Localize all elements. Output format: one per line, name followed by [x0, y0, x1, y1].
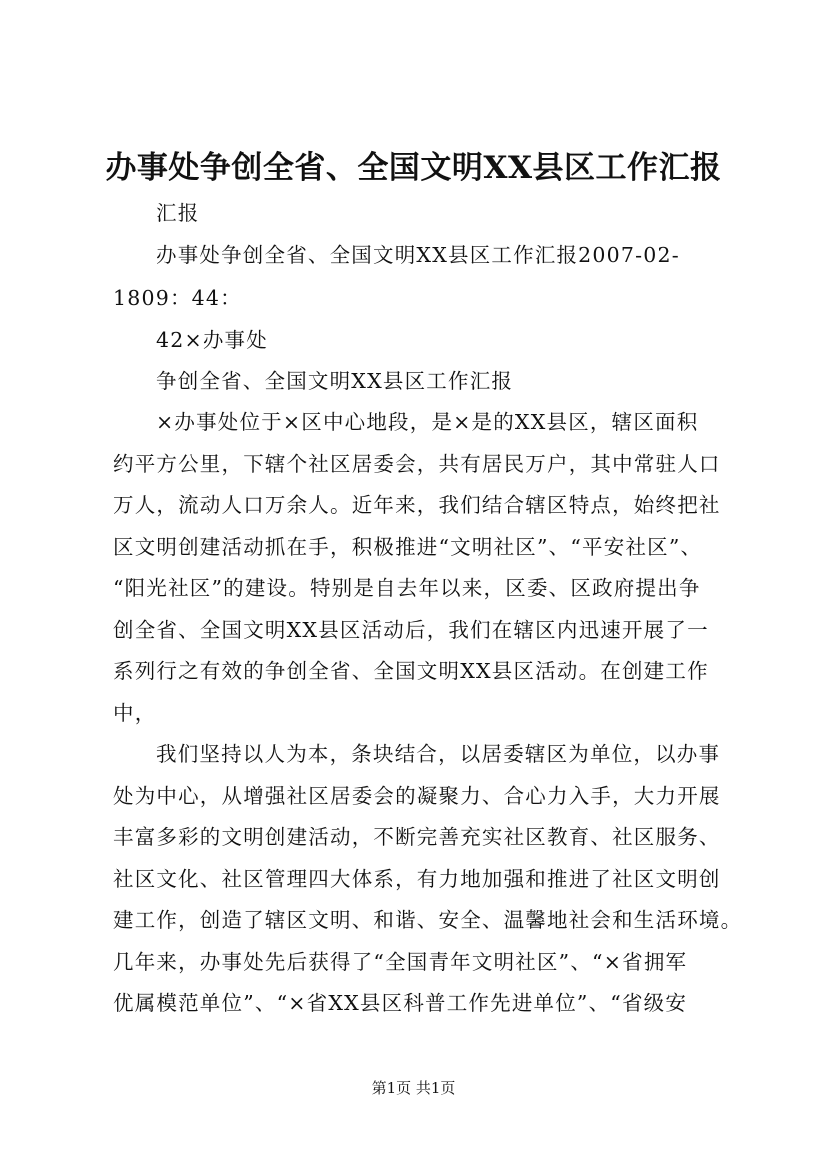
text-line: 中， [113, 701, 157, 725]
text-line: 处为中心，从增强社区居委会的凝聚力、合心力入手，大力开展 [113, 784, 721, 808]
text-line: 万人，流动人口万余人。近年来，我们结合辖区特点，始终把社 [113, 493, 721, 517]
text-line: 丰富多彩的文明创建活动，不断完善充实社区教育、社区服务、 [113, 825, 721, 849]
text-line: 约平方公里，下辖个社区居委会，共有居民万户，其中常驻人口 [113, 452, 721, 476]
text-line: 1809：44： [113, 286, 242, 310]
text-line: 系列行之有效的争创全省、全国文明XX县区活动。在创建工作 [113, 659, 709, 683]
text-line: ×办事处位于×区中心地段，是×是的XX县区，辖区面积 [156, 410, 699, 434]
text-line: 区文明创建活动抓在手，积极推进“文明社区”、“平安社区”、 [113, 535, 703, 559]
text-line: 办事处争创全省、全国文明XX县区工作汇报2007-02- [156, 243, 680, 267]
text-line: 创全省、全国文明XX县区活动后，我们在辖区内迅速开展了一 [113, 618, 709, 642]
text-line: 我们坚持以人为本，条块结合，以居委辖区为单位，以办事 [156, 742, 721, 766]
text-line: 建工作，创造了辖区文明、和谐、安全、温馨地社会和生活环境。 [113, 908, 743, 932]
text-line: 几年来，办事处先后获得了“全国青年文明社区”、“×省拥军 [113, 950, 688, 974]
text-line: 优属模范单位”、“×省XX县区科普工作先进单位”、“省级安 [113, 991, 688, 1015]
document-title: 办事处争创全省、全国文明XX县区工作汇报 [105, 150, 722, 186]
text-line: 42×办事处 [156, 328, 268, 352]
text-line: 社区文化、社区管理四大体系，有力地加强和推进了社区文明创 [113, 867, 721, 891]
text-line: “阳光社区”的建设。特别是自去年以来，区委、区政府提出争 [113, 576, 701, 600]
page-footer: 第1页 共1页 [371, 1079, 456, 1097]
text-line: 汇报 [156, 201, 200, 225]
text-line: 争创全省、全国文明XX县区工作汇报 [156, 369, 514, 393]
